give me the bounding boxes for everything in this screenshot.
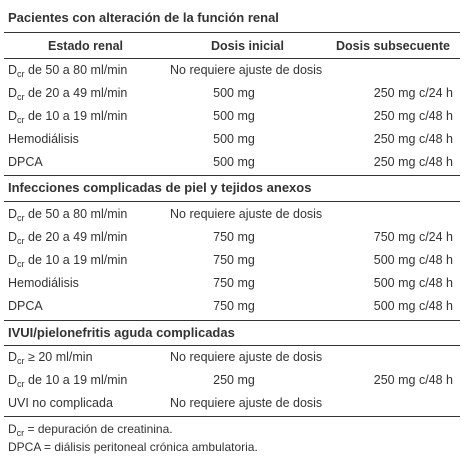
section-heading-piel: Infecciones complicadas de piel y tejidos anexos [8, 180, 312, 195]
table-row [0, 106, 465, 126]
row-subsequent-dose: 250 mg c/48 h [373, 132, 453, 146]
section-heading-ivui: IVUI/pielonefritis aguda complicadas [8, 325, 235, 340]
row-initial-dose: No requiere ajuste de dosis [170, 350, 323, 364]
row-initial-dose: No requiere ajuste de dosis [170, 396, 323, 410]
row-subsequent-dose: 500 mg c/48 h [373, 299, 453, 313]
table-row [0, 204, 465, 224]
row-label: $D_{cr}$ de 10 a 19 ml/min [8, 253, 128, 269]
row-label: DPCA [8, 299, 43, 313]
header-dosis-inicial: Dosis inicial [211, 39, 284, 53]
row-label: $D_{cr}$ de 20 a 49 ml/min [8, 230, 128, 246]
row-label: $D_{cr}$ de 50 a 80 ml/min [8, 63, 128, 79]
row-subsequent-dose: 500 mg c/48 h [373, 276, 453, 290]
row-subsequent-dose: 250 mg c/48 h [373, 155, 453, 169]
header-dosis-subsecuente: Dosis subsecuente [336, 39, 450, 53]
row-initial-dose: 750 mg [213, 253, 255, 267]
table-row [0, 83, 465, 103]
section-heading-rule [4, 345, 460, 346]
row-subsequent-dose: 500 mg c/48 h [373, 253, 453, 267]
title-rule [4, 32, 460, 33]
section-rule [4, 320, 460, 321]
row-subsequent-dose: 750 mg c/24 h [373, 230, 453, 244]
table-row [0, 273, 465, 293]
row-label: Hemodiálisis [8, 276, 79, 290]
row-label: DPCA [8, 155, 43, 169]
table-row [0, 347, 465, 367]
table-row [0, 129, 465, 149]
row-subsequent-dose: 250 mg c/48 h [373, 109, 453, 123]
row-label: $D_{cr}$ de 10 a 19 ml/min [8, 109, 128, 125]
row-initial-dose: 750 mg [213, 230, 255, 244]
row-label: UVI no complicada [8, 396, 113, 410]
table-row [0, 60, 465, 80]
row-subsequent-dose: 250 mg c/48 h [373, 373, 453, 387]
row-initial-dose: No requiere ajuste de dosis [170, 63, 323, 77]
table-row [0, 296, 465, 316]
row-initial-dose: 250 mg [213, 373, 255, 387]
row-initial-dose: 500 mg [213, 109, 255, 123]
table-row [0, 227, 465, 247]
row-label: $D_{cr}$ de 10 a 19 ml/min [8, 373, 128, 389]
header-estado-renal: Estado renal [48, 39, 124, 53]
row-initial-dose: 500 mg [213, 132, 255, 146]
table-title: Pacientes con alteración de la función renal [8, 10, 279, 25]
table-bottom-rule [4, 416, 460, 417]
row-initial-dose: 750 mg [213, 299, 255, 313]
row-initial-dose: No requiere ajuste de dosis [170, 207, 323, 221]
table-row [0, 250, 465, 270]
section-rule [4, 175, 460, 176]
row-label: $D_{cr}$ de 50 a 80 ml/min [8, 207, 128, 223]
row-label: $D_{cr}$ de 20 a 49 ml/min [8, 86, 128, 102]
row-label: $D_{cr} \ge 20$ ml/min [8, 350, 93, 366]
row-initial-dose: 500 mg [213, 155, 255, 169]
footnote-dcr: $D_{cr}$ = depuración de creatinina. [8, 422, 173, 438]
header-rule [4, 58, 460, 59]
table-row [0, 370, 465, 390]
row-initial-dose: 500 mg [213, 86, 255, 100]
section-heading-rule [4, 201, 460, 202]
row-label: Hemodiálisis [8, 132, 79, 146]
footnote-dpca: DPCA = diálisis peritoneal crónica ambulatoria. [8, 440, 258, 454]
row-initial-dose: 750 mg [213, 276, 255, 290]
table-row [0, 393, 465, 413]
row-subsequent-dose: 250 mg c/24 h [373, 86, 453, 100]
table-row [0, 152, 465, 172]
